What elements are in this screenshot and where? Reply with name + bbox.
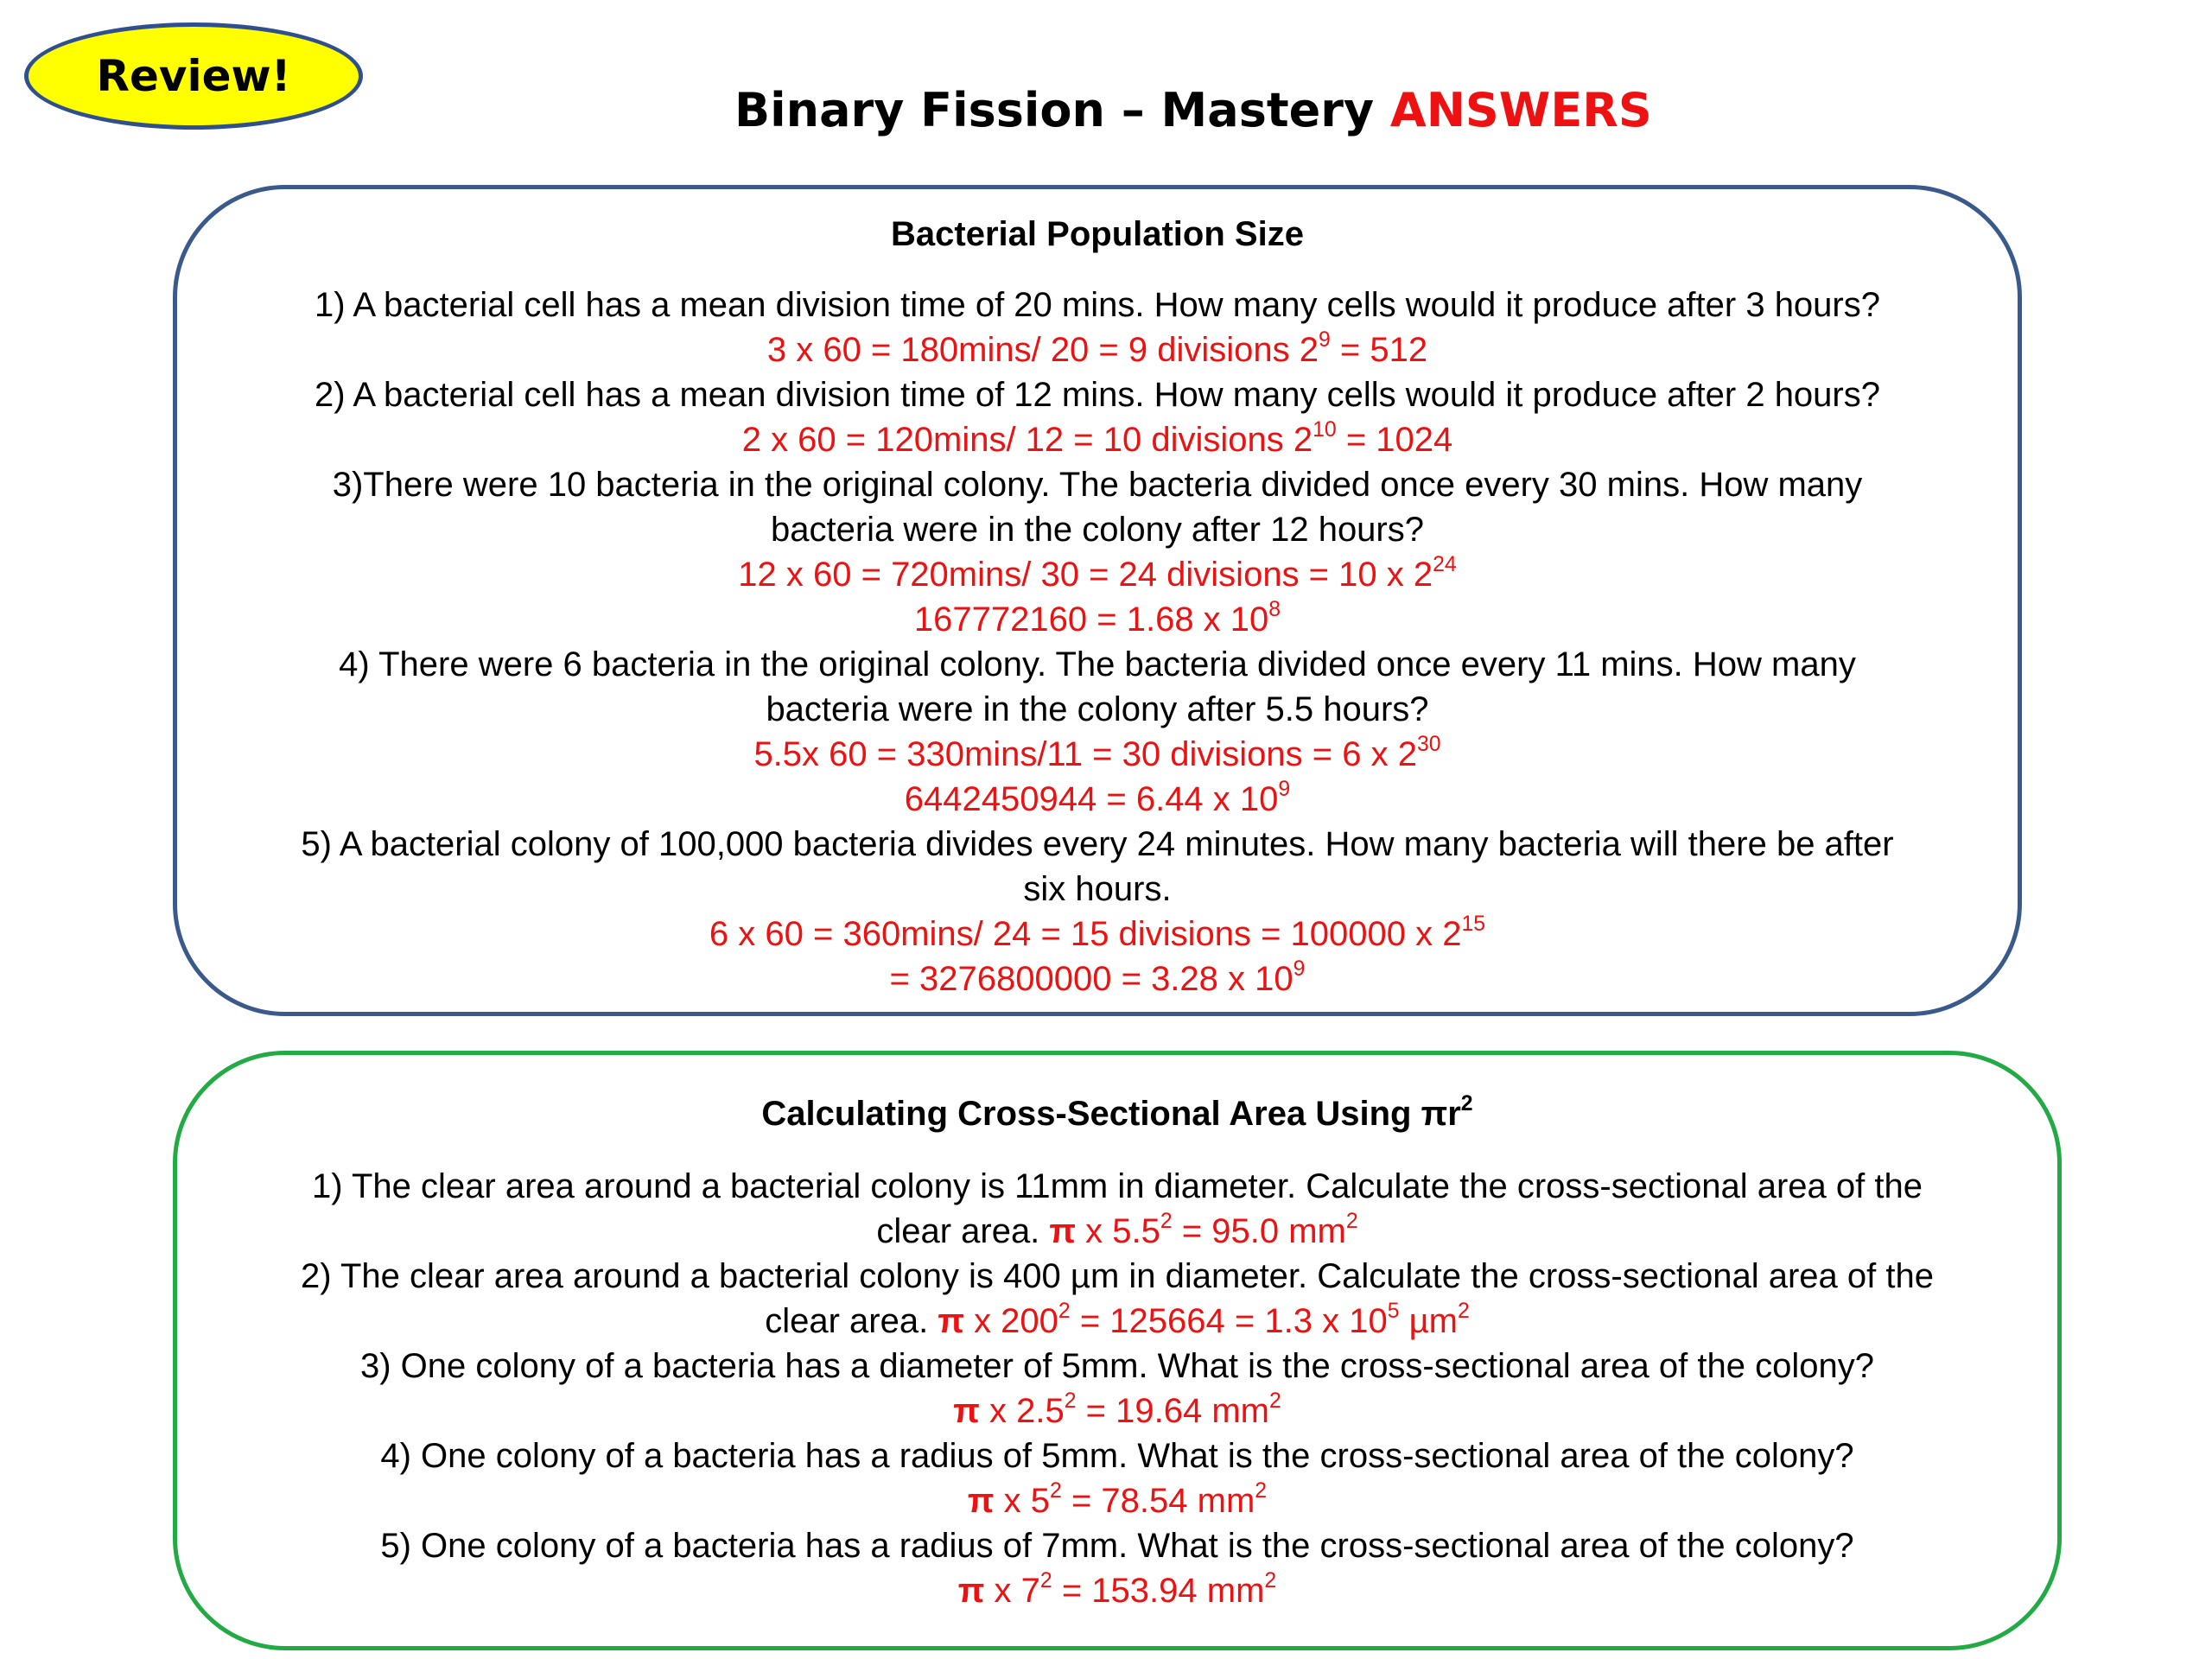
answer-part: = 19.64 mm: [1076, 1392, 1269, 1430]
answer-exponent: 24: [1433, 553, 1457, 577]
answer-part: 2 x 60 = 120mins/ 12 = 10 divisions 2: [741, 421, 1313, 459]
answer-part: x 5: [994, 1482, 1051, 1520]
pi-symbol: π: [938, 1302, 964, 1340]
answer-exponent: 30: [1416, 733, 1441, 757]
area-panel: [173, 1051, 2062, 1650]
answer-exponent: 2: [1050, 1479, 1062, 1503]
answer-exponent: 2: [1064, 1389, 1077, 1414]
answer-exponent: 2: [1160, 1210, 1173, 1234]
answer-text: [177, 957, 2018, 1001]
answer-exponent: 2: [1058, 1300, 1071, 1324]
answer-exponent: 2: [1268, 1389, 1281, 1414]
pi-symbol: π: [1049, 1212, 1077, 1250]
page-title-answers: ANSWERS: [1389, 83, 1652, 137]
answer-exponent: 2: [1255, 1479, 1268, 1503]
answer-exponent: 2: [1264, 1569, 1277, 1593]
answer-text: [177, 1389, 2057, 1433]
question-answer-line: [177, 1209, 2057, 1254]
question-text: bacteria were in the colony after 5.5 hours?: [766, 690, 1429, 728]
answer-part: 5.5x 60 = 330mins/11 = 30 divisions = 6 x 2: [753, 735, 1417, 773]
question-text: 2) The clear area around a bacterial colony is 400 µm in diameter. Calculate the cross-sectional area of the: [301, 1257, 1934, 1295]
question-text: bacteria were in the colony after 12 hours?: [771, 511, 1424, 549]
answer-text: [177, 732, 2018, 777]
area-panel-title-text: Calculating Cross-Sectional Area Using πr: [761, 1095, 1461, 1133]
answer-text: [177, 1568, 2057, 1613]
answer-part: = 153.94 mm: [1052, 1572, 1265, 1610]
question-text: 3)There were 10 bacteria in the original colony. The bacteria divided once every 30 mins. How many: [332, 466, 1863, 504]
population-panel: [173, 185, 2022, 1016]
question-text: clear area.: [876, 1212, 1050, 1250]
answer-text: [177, 417, 2018, 462]
answer-part: = 512: [1330, 331, 1428, 369]
pi-symbol: π: [957, 1572, 985, 1610]
answer-exponent: 9: [1278, 778, 1291, 802]
answer-text: [177, 1478, 2057, 1523]
question-text: six hours.: [1023, 870, 1172, 908]
answer-part: 167772160 = 1.68 x 10: [913, 601, 1269, 639]
answer-part: µm: [1399, 1302, 1458, 1340]
answer-exponent: 10: [1313, 418, 1337, 442]
answer-exponent: 2: [1457, 1300, 1470, 1324]
answer-part: = 125664 = 1.3 x 10: [1070, 1302, 1388, 1340]
answer-text: [177, 327, 2018, 372]
question-text: 4) One colony of a bacteria has a radius of 5mm. What is the cross-sectional area of the colony?: [380, 1437, 1854, 1475]
title-exponent: 2: [1460, 1092, 1473, 1116]
answer-part: 3 x 60 = 180mins/ 20 = 9 divisions 2: [766, 331, 1319, 369]
answer-exponent: 9: [1293, 957, 1306, 982]
page-title: [734, 83, 1652, 137]
population-panel-title: Bacterial Population Size: [891, 215, 1304, 253]
answer-part: = 1024: [1336, 421, 1453, 459]
area-panel-title: [177, 1090, 2057, 1138]
answer-part: x 7: [984, 1572, 1040, 1610]
answer-part: 6 x 60 = 360mins/ 24 = 15 divisions = 100000 x 2: [709, 915, 1462, 953]
answer-exponent: 2: [1345, 1210, 1358, 1234]
review-badge: [24, 22, 363, 130]
answer-exponent: 5: [1387, 1300, 1400, 1324]
answer-part: x 2.5: [979, 1392, 1065, 1430]
review-badge-label: Review!: [96, 51, 291, 101]
answer-part: = 78.54 mm: [1061, 1482, 1255, 1520]
question-text: 1) The clear area around a bacterial colony is 11mm in diameter. Calculate the cross-sectional area of the: [312, 1167, 1923, 1205]
pi-symbol: π: [967, 1482, 995, 1520]
answer-part: x 200: [963, 1302, 1058, 1340]
question-text: 5) A bacterial colony of 100,000 bacteria divides every 24 minutes. How many bacteria will there be after: [301, 825, 1894, 863]
answer-part: 12 x 60 = 720mins/ 30 = 24 divisions = 10 x 2: [738, 556, 1433, 594]
answer-exponent: 8: [1268, 598, 1281, 622]
page-title-main: Binary Fission – Mastery: [734, 83, 1390, 137]
question-text: 5) One colony of a bacteria has a radius of 7mm. What is the cross-sectional area of the colony?: [380, 1527, 1854, 1565]
answer-part: = 95.0 mm: [1172, 1212, 1346, 1250]
answer-part: 6442450944 = 6.44 x 10: [904, 780, 1279, 818]
answer-text: [177, 912, 2018, 957]
answer-text: [177, 597, 2018, 642]
answer-exponent: 9: [1319, 328, 1331, 353]
answer-part: x 5.5: [1076, 1212, 1160, 1250]
answer-text: [177, 777, 2018, 822]
question-text: 2) A bacterial cell has a mean division time of 12 mins. How many cells would it produce after 2 hours?: [315, 376, 1880, 414]
question-text: 1) A bacterial cell has a mean division time of 20 mins. How many cells would it produce after 3 hours?: [315, 286, 1880, 324]
question-text: clear area.: [765, 1302, 938, 1340]
question-text: 4) There were 6 bacteria in the original colony. The bacteria divided once every 11 mins. How many: [339, 645, 1856, 683]
answer-text: [177, 552, 2018, 597]
question-text: 3) One colony of a bacteria has a diameter of 5mm. What is the cross-sectional area of the colony?: [360, 1347, 1874, 1385]
answer-exponent: 15: [1461, 912, 1486, 937]
pi-symbol: π: [953, 1392, 980, 1430]
question-answer-line: [177, 1299, 2057, 1344]
answer-exponent: 2: [1039, 1569, 1052, 1593]
answer-part: = 3276800000 = 3.28 x 10: [889, 960, 1294, 998]
